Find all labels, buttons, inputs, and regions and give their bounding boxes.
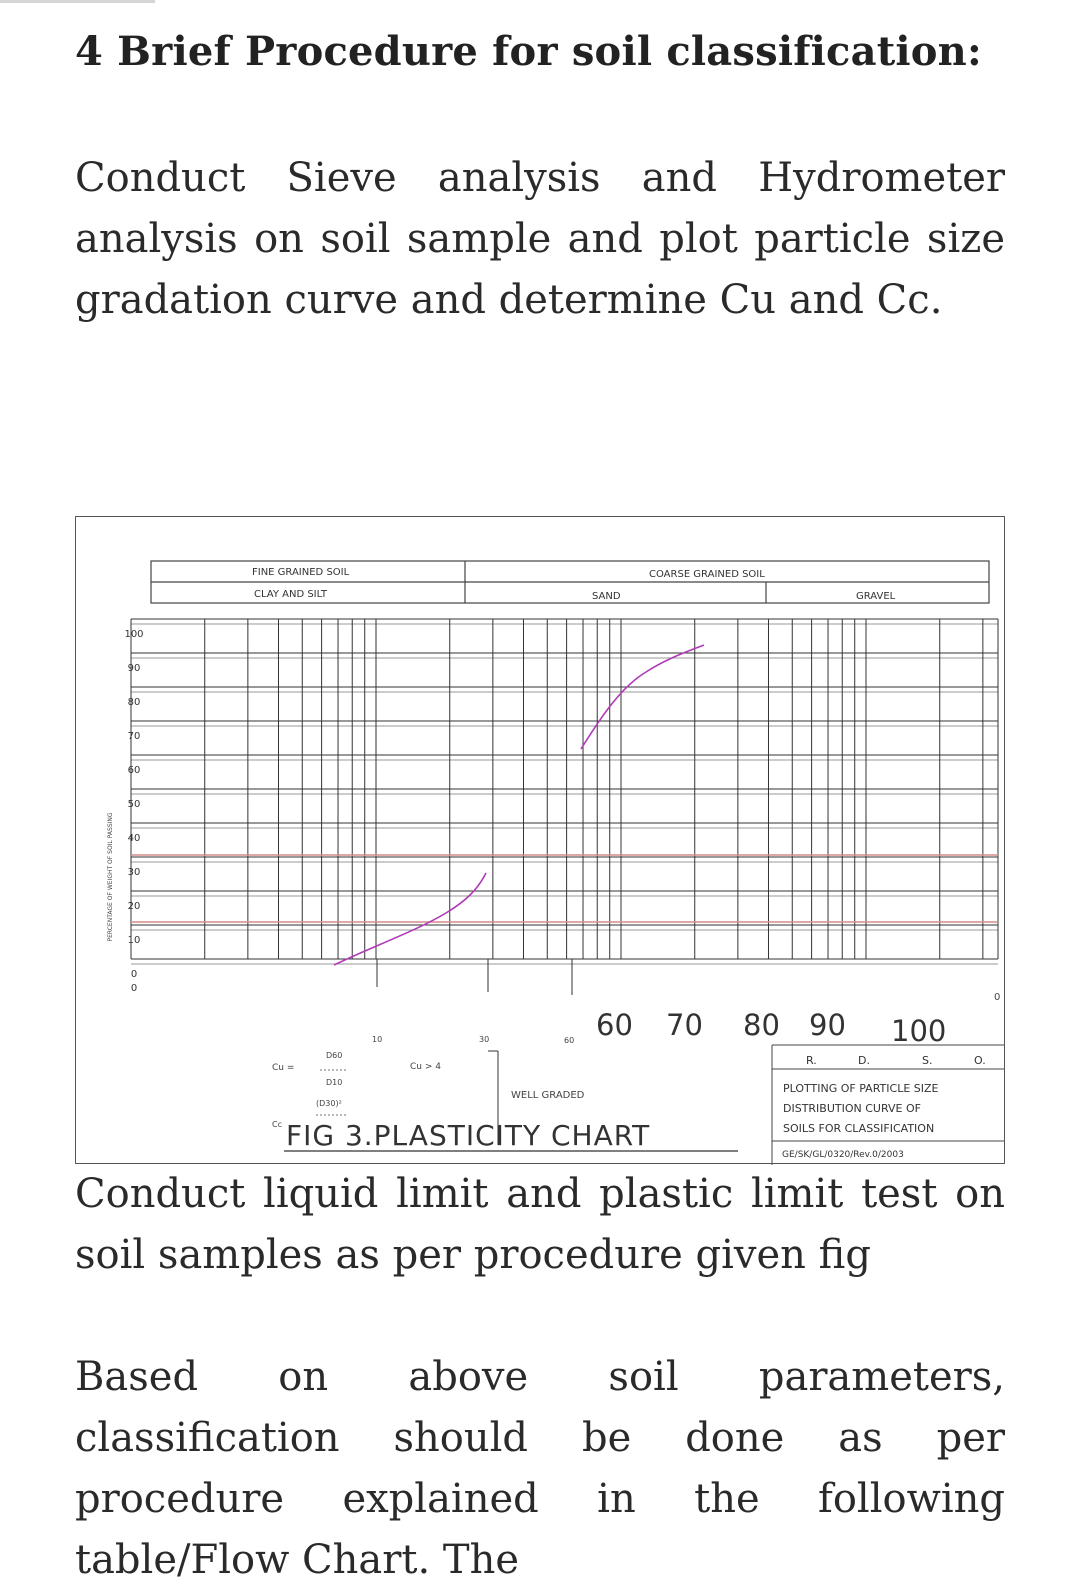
title-block-line-1: PLOTTING OF PARTICLE SIZE (783, 1082, 939, 1095)
y-tick-label: 90 (127, 663, 141, 674)
overlay-number-80: 80 (743, 1008, 780, 1042)
y-axis-label: PERCENTAGE OF WEIGHT OF SOIL PASSING (107, 812, 114, 942)
paragraph-limit-tests: Conduct liquid limit and plastic limit test on soil samples as per procedure given fig (75, 1171, 1005, 1278)
x-label-30: 30 (479, 1035, 490, 1044)
title-block-code: GE/SK/GL/0320/Rev.0/2003 (782, 1150, 904, 1160)
cu-condition: Cu > 4 (410, 1062, 441, 1072)
y-tick-label: 100 (124, 629, 144, 640)
section-heading: 4 Brief Procedure for soil classification: (75, 28, 982, 75)
y-tick-label: 10 (127, 935, 141, 946)
y-tick-label: 30 (127, 867, 141, 878)
title-block-org-r: R. (806, 1054, 817, 1067)
y-tick-label: 0 (130, 969, 138, 980)
paragraph-sieve-analysis: Conduct Sieve analysis and Hydrometer analysis on soil sample and plot particle size gradation curve and determine Cu and Cc. (75, 155, 1005, 323)
y-tick-label: 20 (127, 901, 141, 912)
y-tick-label: 60 (127, 765, 141, 776)
cc-label: Cc (272, 1120, 282, 1129)
overlay-number-100: 100 (891, 1014, 947, 1048)
header-clay-silt: CLAY AND SILT (254, 589, 327, 600)
cu-numerator: D60 (326, 1051, 343, 1060)
cc-numerator: (D30)² (316, 1099, 342, 1108)
cu-formula-label: Cu = (272, 1063, 295, 1073)
y-tick-label: 70 (127, 731, 141, 742)
title-block-org-d: D. (858, 1054, 870, 1067)
cu-denominator: D10 (326, 1078, 343, 1087)
overlay-number-60: 60 (596, 1008, 633, 1042)
y-tick-label: 0 (130, 983, 138, 994)
title-block-org-o: O. (974, 1054, 986, 1067)
top-rule (0, 0, 155, 3)
overlay-number-70: 70 (666, 1008, 703, 1042)
well-graded-label: WELL GRADED (511, 1090, 585, 1101)
title-block-org-s: S. (922, 1054, 933, 1067)
paragraph-classification: Based on above soil parameters, classification should be done as per procedure explained in the following table/Flow Chart. The (75, 1354, 1005, 1583)
figure-caption: FIG 3.PLASTICITY CHART (286, 1119, 651, 1152)
title-block-line-2: DISTRIBUTION CURVE OF (783, 1102, 921, 1115)
title-block-line-3: SOILS FOR CLASSIFICATION (783, 1122, 935, 1135)
y-tick-label: 80 (127, 697, 141, 708)
header-sand: SAND (592, 591, 621, 602)
header-gravel: GRAVEL (856, 591, 896, 602)
overlay-number-90: 90 (809, 1008, 846, 1042)
header-coarse-grained: COARSE GRAINED SOIL (649, 569, 765, 580)
gradation-curve-lower (334, 873, 486, 965)
chart-grid (131, 619, 998, 964)
gradation-curve-upper (581, 645, 704, 749)
gradation-chart-svg (76, 517, 1006, 1165)
header-fine-grained: FINE GRAINED SOIL (252, 567, 350, 578)
x-label-60: 60 (564, 1036, 575, 1045)
x-label-right-zero: 0 (994, 992, 1001, 1003)
x-label-10: 10 (372, 1035, 383, 1044)
gradation-chart-figure (75, 516, 1005, 1164)
y-tick-label: 40 (127, 833, 141, 844)
y-tick-label: 50 (127, 799, 141, 810)
